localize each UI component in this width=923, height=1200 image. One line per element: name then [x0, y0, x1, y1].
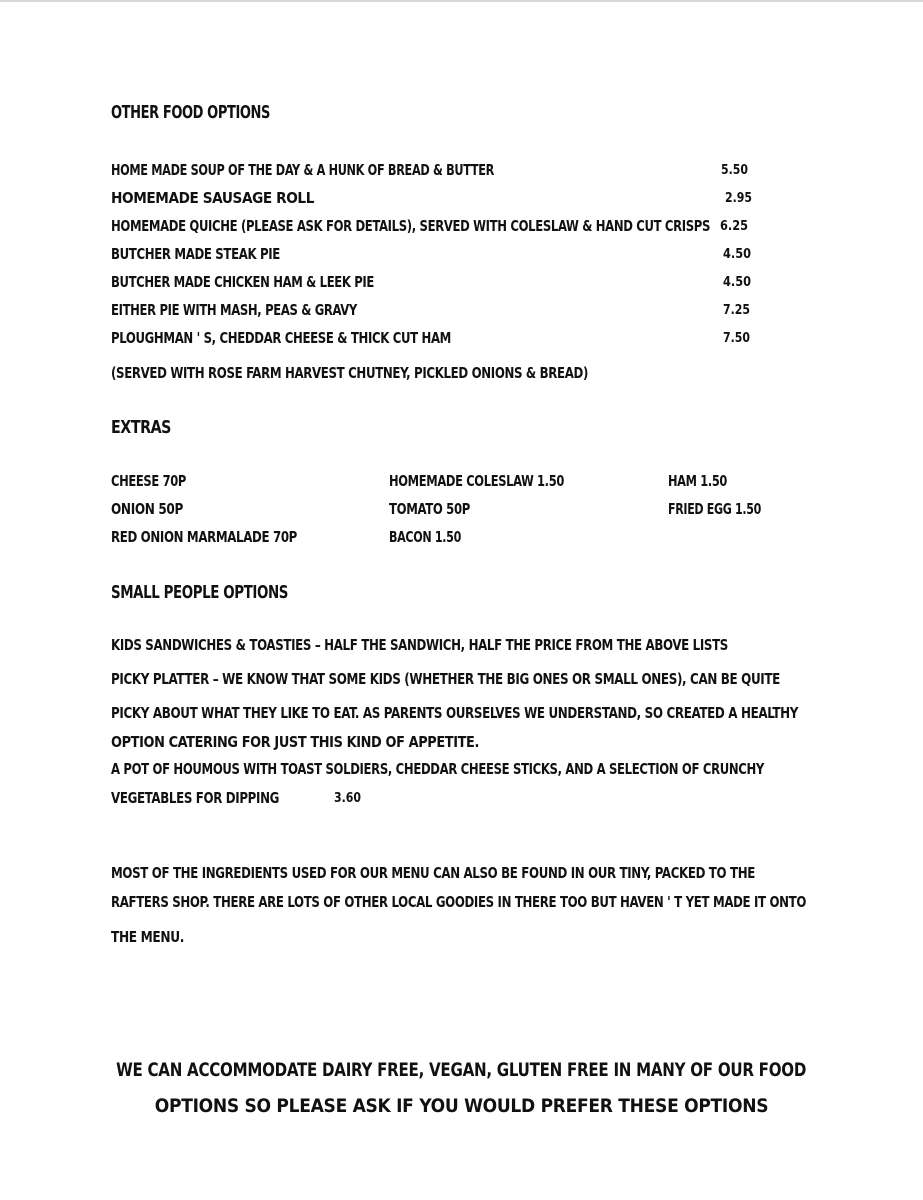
kids-text-line: VEGETABLES FOR DIPPING	[111, 789, 280, 807]
page-top-border	[0, 0, 923, 2]
dietary-note-line: OPTIONS SO PLEASE ASK IF YOU WOULD PREFER THESE OPTIONS	[154, 1095, 769, 1117]
shop-note-line: THE MENU.	[111, 928, 184, 946]
extra-item: HOMEMADE COLESLAW 1.50	[389, 472, 564, 490]
kids-text-line: PICKY PLATTER – WE KNOW THAT SOME KIDS (WHETHER THE BIG ONES OR SMALL ONES), CAN BE QUITE	[111, 670, 780, 688]
extra-item: BACON 1.50	[389, 528, 462, 546]
menu-item-name: BUTCHER MADE STEAK PIE	[111, 245, 281, 263]
menu-item-name: EITHER PIE WITH MASH, PEAS & GRAVY	[111, 301, 358, 319]
extras-heading: EXTRAS	[111, 417, 171, 438]
picky-platter-price: 3.60	[334, 791, 362, 806]
extra-item: RED ONION MARMALADE 70P	[111, 528, 297, 546]
menu-item-price: 2.95	[725, 191, 753, 206]
extra-item: ONION 50P	[111, 500, 184, 518]
dietary-note-line: WE CAN ACCOMMODATE DAIRY FREE, VEGAN, GLUTEN FREE IN MANY OF OUR FOOD	[116, 1059, 807, 1081]
menu-item-name: PLOUGHMAN ' S, CHEDDAR CHEESE & THICK CUT HAM	[111, 329, 451, 347]
kids-text-line: A POT OF HOUMOUS WITH TOAST SOLDIERS, CHEDDAR CHEESE STICKS, AND A SELECTION OF CRUNCHY	[111, 760, 765, 778]
menu-item-name: BUTCHER MADE CHICKEN HAM & LEEK PIE	[111, 273, 375, 291]
menu-item-price: 5.50	[721, 163, 749, 178]
menu-item-price: 4.50	[723, 247, 751, 262]
other-food-heading: OTHER FOOD OPTIONS	[111, 102, 271, 123]
menu-item-price: 4.50	[723, 275, 751, 290]
menu-item-price: 7.25	[723, 303, 751, 318]
extra-item: HAM 1.50	[668, 472, 727, 490]
menu-item-name: HOMEMADE QUICHE (PLEASE ASK FOR DETAILS), SERVED WITH COLESLAW & HAND CUT CRISPS	[111, 217, 711, 235]
kids-text-line: OPTION CATERING FOR JUST THIS KIND OF APPETITE.	[111, 733, 480, 751]
menu-item-name: HOME MADE SOUP OF THE DAY & A HUNK OF BREAD & BUTTER	[111, 161, 494, 179]
extra-item: TOMATO 50P	[389, 500, 471, 518]
extra-item: CHEESE 70P	[111, 472, 186, 490]
shop-note-line: RAFTERS SHOP. THERE ARE LOTS OF OTHER LOCAL GOODIES IN THERE TOO BUT HAVEN ' T YET MADE IT ONTO	[111, 893, 807, 911]
kids-text-line: PICKY ABOUT WHAT THEY LIKE TO EAT. AS PARENTS OURSELVES WE UNDERSTAND, SO CREATED A HEALTHY	[111, 704, 799, 722]
ploughman-note: (SERVED WITH ROSE FARM HARVEST CHUTNEY, PICKLED ONIONS & BREAD)	[111, 364, 589, 382]
shop-note-line: MOST OF THE INGREDIENTS USED FOR OUR MENU CAN ALSO BE FOUND IN OUR TINY, PACKED TO THE	[111, 864, 755, 882]
menu-item-name: HOMEMADE SAUSAGE ROLL	[111, 189, 314, 207]
menu-item-price: 6.25	[720, 219, 748, 234]
kids-text-line: KIDS SANDWICHES & TOASTIES – HALF THE SANDWICH, HALF THE PRICE FROM THE ABOVE LISTS	[111, 636, 728, 654]
small-people-heading: SMALL PEOPLE OPTIONS	[111, 582, 288, 603]
menu-item-price: 7.50	[723, 331, 751, 346]
extra-item: FRIED EGG 1.50	[668, 500, 762, 518]
